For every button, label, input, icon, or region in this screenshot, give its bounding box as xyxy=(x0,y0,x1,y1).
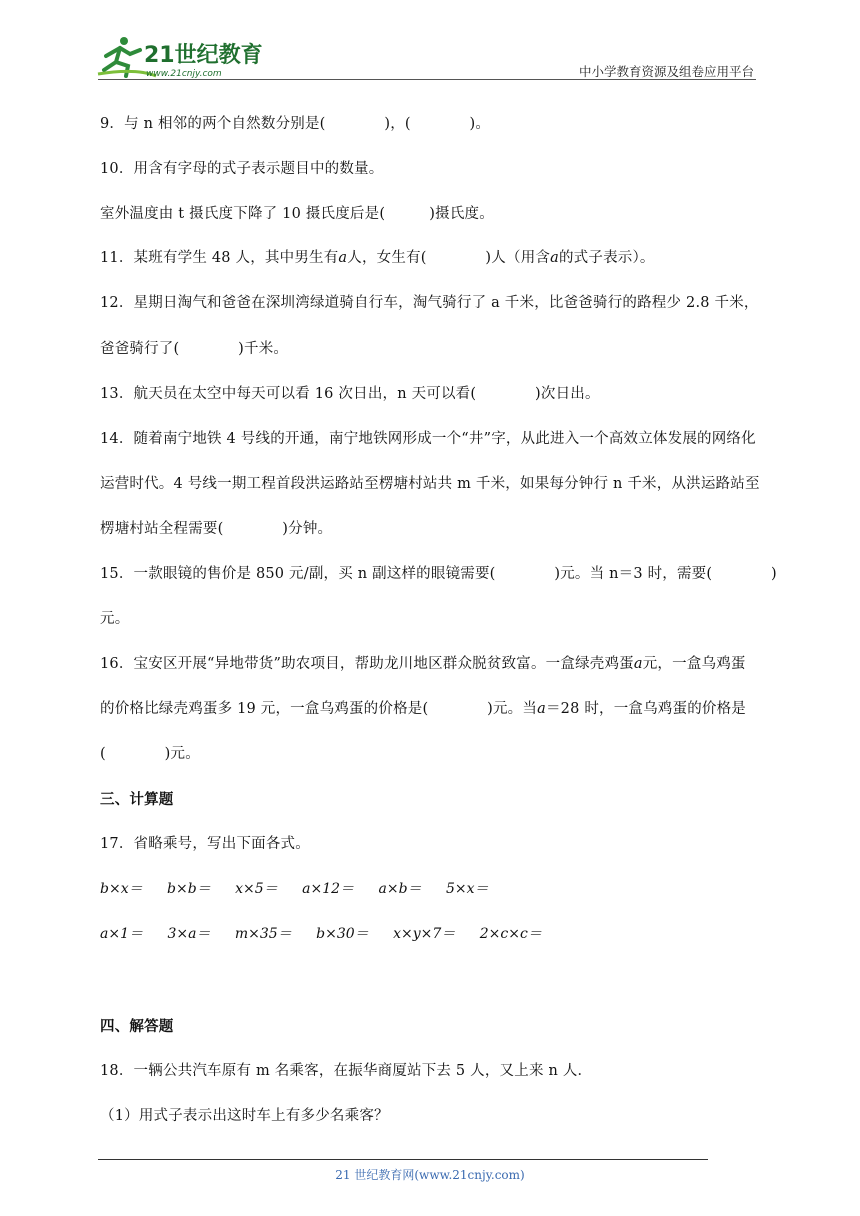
question-11-part1: 11．某班有学生 48 人，其中男生有 xyxy=(100,250,339,266)
question-16-line3: ( )元。 xyxy=(100,746,200,762)
question-13: 13．航天员在太空中每天可以看 16 次日出，n 天可以看( )次日出。 xyxy=(100,386,600,402)
expression: b×30＝ xyxy=(316,926,369,942)
question-10-text: 室外温度由 t 摄氏度下降了 10 摄氏度后是( )摄氏度。 xyxy=(100,206,494,222)
variable-a: a xyxy=(550,250,559,266)
question-9: 9．与 n 相邻的两个自然数分别是( )，( )。 xyxy=(100,116,491,132)
question-16-line2-a: 的价格比绿壳鸡蛋多 19 元，一盒乌鸡蛋的价格是( )元。当 xyxy=(100,701,538,717)
question-12-line1: 12．星期日淘气和爸爸在深圳湾绿道骑自行车，淘气骑行了 a 千米，比爸爸骑行的路程少 2.8 千米， xyxy=(100,295,759,311)
svg-text:www.21cnjy.com: www.21cnjy.com xyxy=(146,69,222,79)
expression: a×12＝ xyxy=(302,881,355,897)
question-18: 18．一辆公共汽车原有 m 名乘客，在振华商厦站下去 5 人，又上来 n 人． xyxy=(100,1063,593,1079)
expression: a×b＝ xyxy=(378,881,422,897)
question-16-line1 xyxy=(100,652,746,673)
expression: a×1＝ xyxy=(100,926,143,942)
expression: 2×c×c＝ xyxy=(479,926,542,942)
variable-a: a xyxy=(633,656,643,672)
expression-row-1 xyxy=(100,878,509,898)
footer-divider xyxy=(98,1159,708,1160)
expression: m×35＝ xyxy=(234,926,292,942)
header-divider xyxy=(98,79,756,80)
question-16-line2-b: ＝28 时，一盒乌鸡蛋的价格是 xyxy=(545,701,747,717)
question-14-line3: 楞塘村站全程需要( )分钟。 xyxy=(100,521,333,537)
question-14-line1: 14．随着南宁地铁 4 号线的开通，南宁地铁网形成一个“井”字，从此进入一个高效立体发展的网络化 xyxy=(100,431,756,447)
site-logo xyxy=(96,34,266,82)
question-11 xyxy=(100,246,655,267)
question-11-part2: 人，女生有( )人（用含 xyxy=(347,250,551,266)
question-15-line1: 15．一款眼镜的售价是 850 元/副，买 n 副这样的眼镜需要( )元。当 n＝3 时，需要( ) xyxy=(100,566,777,582)
expression: b×x＝ xyxy=(100,881,143,897)
question-18-sub-1: （1）用式子表示出这时车上有多少名乘客？ xyxy=(100,1108,389,1124)
expression: 3×a＝ xyxy=(167,926,211,942)
section-3-title: 三、计算题 xyxy=(100,791,174,808)
question-16-line2 xyxy=(100,697,746,718)
question-16-line1-b: 元，一盒乌鸡蛋 xyxy=(642,656,746,672)
variable-a: a xyxy=(537,701,546,717)
question-12-line2: 爸爸骑行了( )千米。 xyxy=(100,341,289,357)
expression: b×b＝ xyxy=(167,881,211,897)
svg-text:21世纪教育: 21世纪教育 xyxy=(144,43,263,68)
expression: x×5＝ xyxy=(235,881,278,897)
question-10-prompt: 10．用含有字母的式子表示题目中的数量。 xyxy=(100,161,384,177)
variable-a: a xyxy=(338,250,348,266)
question-17: 17．省略乘号，写出下面各式。 xyxy=(100,836,310,852)
expression: x×y×7＝ xyxy=(393,926,456,942)
question-11-part3: 的式子表示）。 xyxy=(558,250,655,266)
footer-text: 21 世纪教育网(www.21cnjy.com) xyxy=(335,1168,525,1182)
expression: 5×x＝ xyxy=(446,881,489,897)
question-15-line2: 元。 xyxy=(100,611,130,627)
section-4-title: 四、解答题 xyxy=(100,1018,174,1035)
question-16-line1-a: 16．宝安区开展“异地带货”助农项目，帮助龙川地区群众脱贫致富。一盒绿壳鸡蛋 xyxy=(100,656,634,672)
question-14-line2: 运营时代。4 号线一期工程首段洪运路站至楞塘村站共 m 千米，如果每分钟行 n 千米，从洪运路站至 xyxy=(100,476,760,492)
expression-row-2 xyxy=(100,923,562,943)
header-platform-text: 中小学教育资源及组卷应用平台 xyxy=(578,64,754,79)
